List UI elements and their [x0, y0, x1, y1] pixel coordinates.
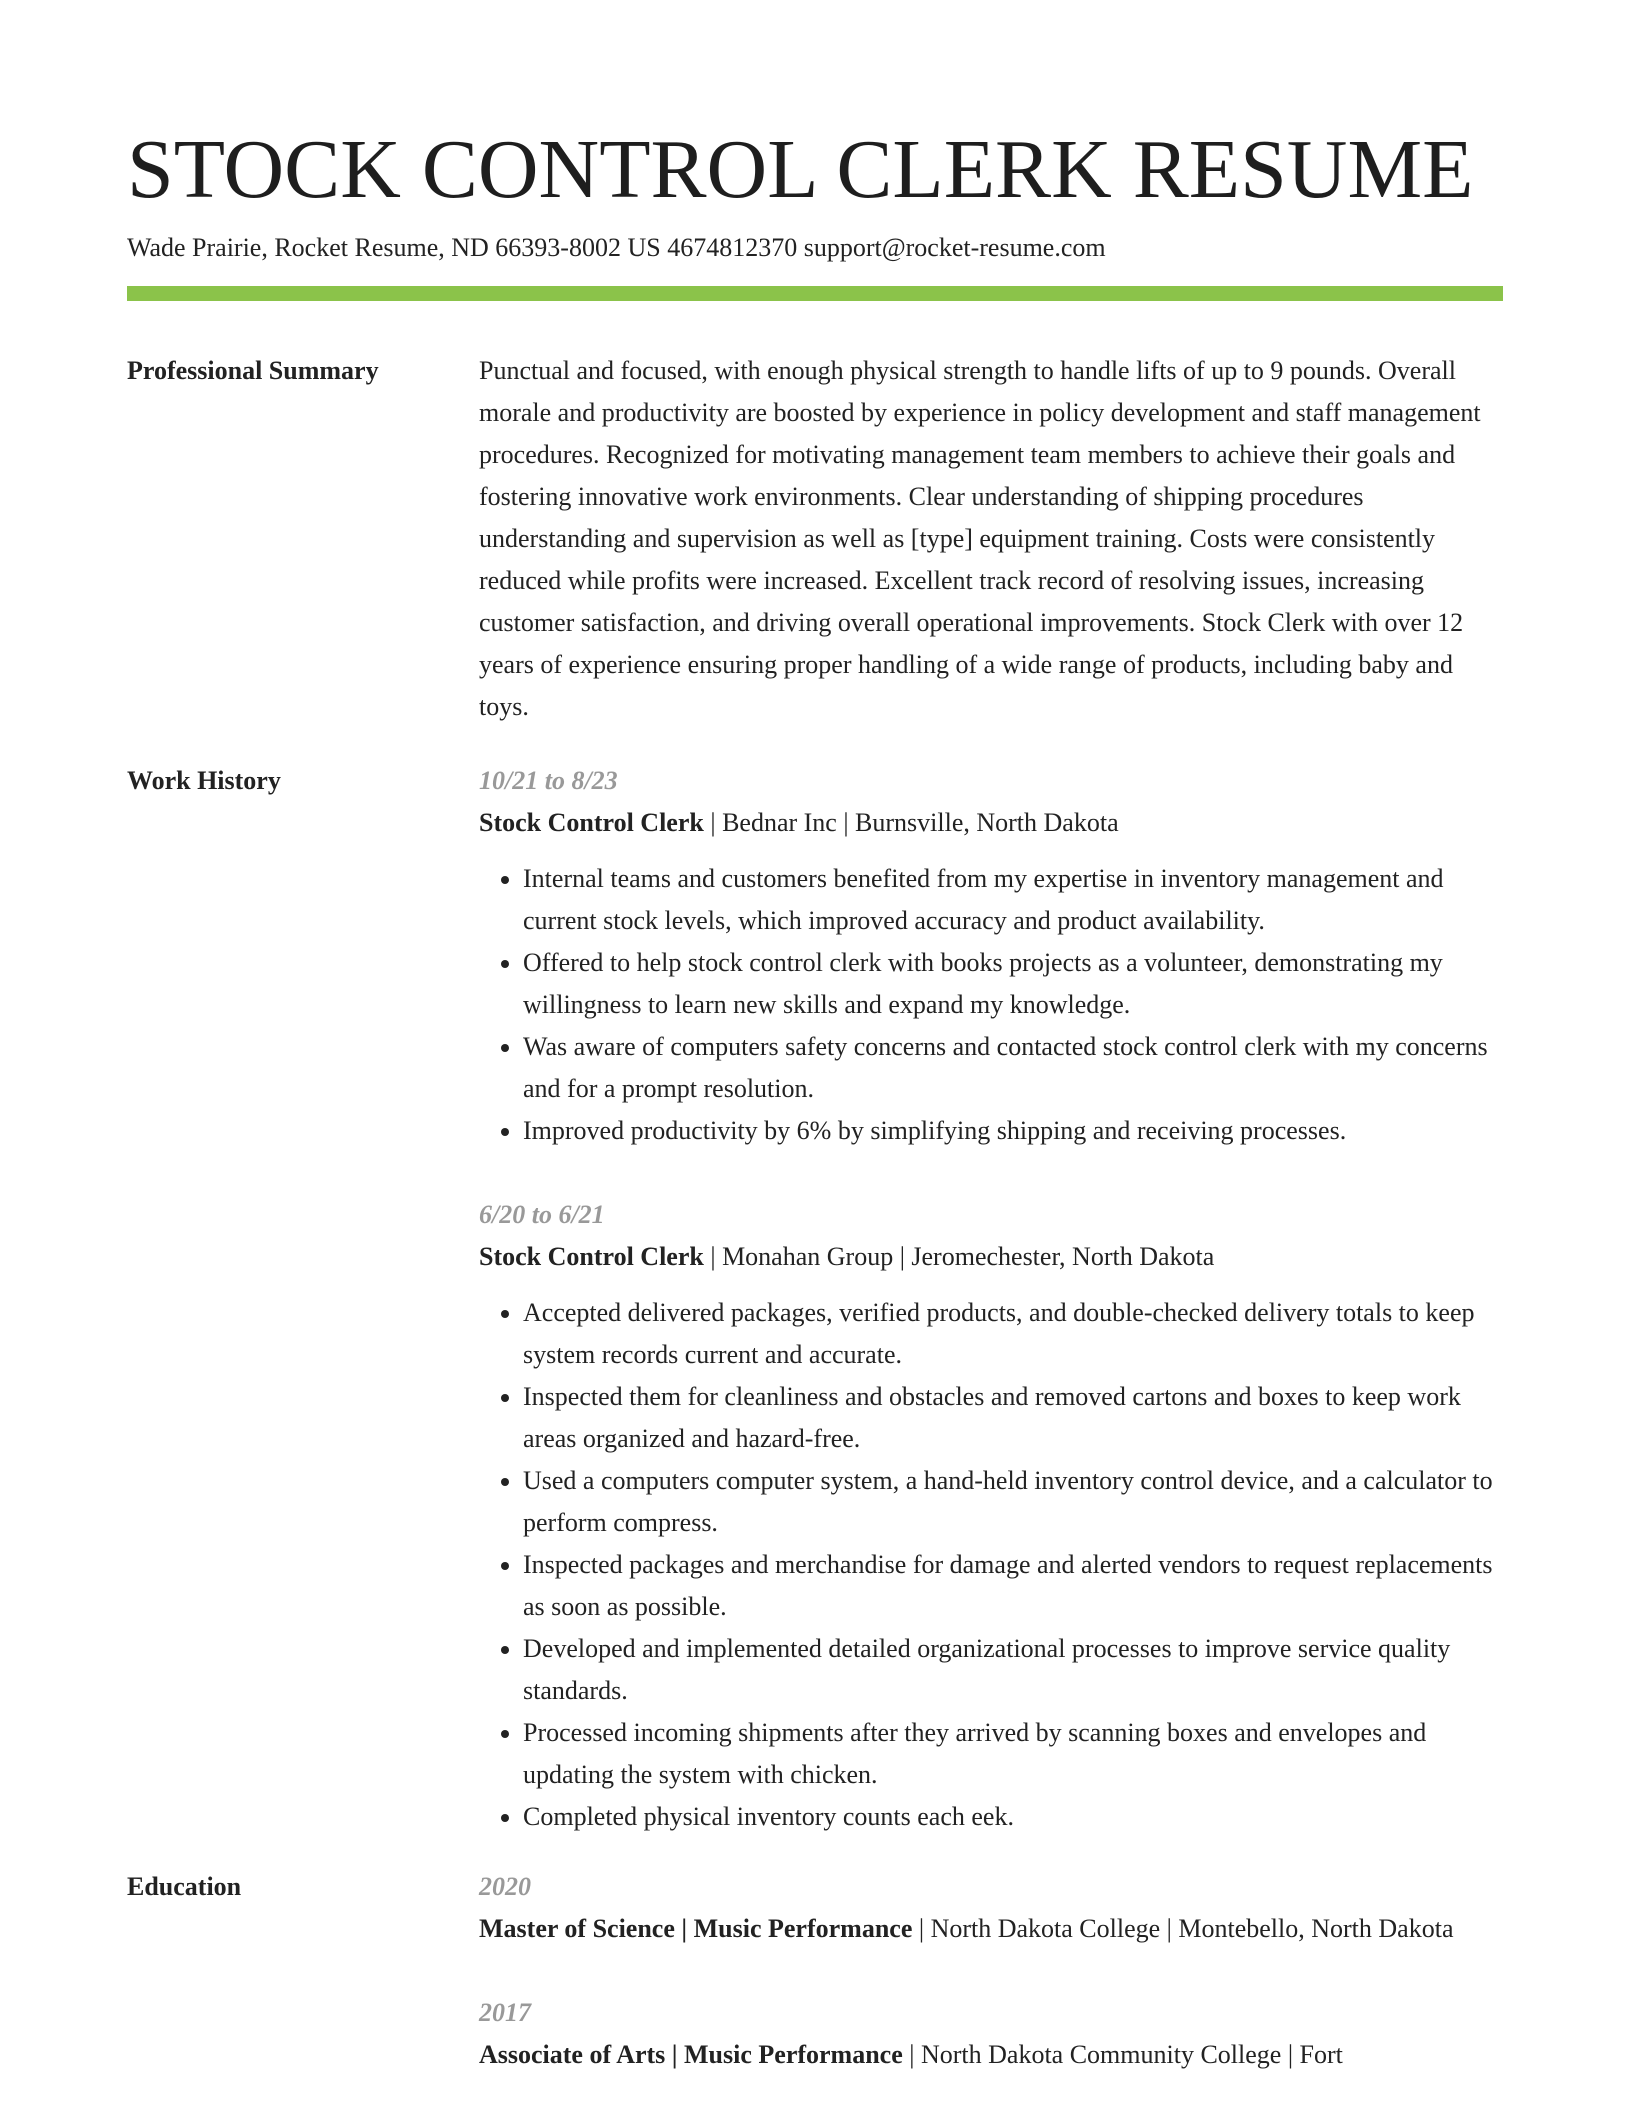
job-bullet: • Inspected them for cleanliness and obstacles and removed cartons and boxes to keep work areas organized and hazard-free.: [523, 1376, 1503, 1460]
work-history-label: Work History: [127, 766, 281, 795]
job-bullet: • Accepted delivered packages, verified products, and double-checked delivery totals to keep system records current and accurate.: [523, 1292, 1503, 1376]
accent-divider: [127, 286, 1503, 301]
job-bullet: • Improved productivity by 6% by simplifying shipping and receiving processes.: [523, 1110, 1503, 1152]
job-entry: [479, 760, 1503, 1152]
summary-body: [479, 350, 1503, 760]
job-details: | Bednar Inc | Burnsville, North Dakota: [703, 808, 1119, 837]
work-history-body: [479, 760, 1503, 1866]
education-heading: [479, 1908, 1503, 1950]
job-title: Stock Control Clerk: [479, 1242, 704, 1271]
education-year: 2020: [479, 1872, 531, 1901]
summary-section: [127, 350, 1503, 760]
job-heading: [479, 802, 1503, 844]
education-degree: Associate of Arts | Music Performance: [479, 2040, 903, 2069]
education-year: 2017: [479, 1998, 531, 2027]
job-entry: [479, 1194, 1503, 1838]
education-label: Education: [127, 1872, 242, 1901]
resume-sections: [127, 350, 1503, 2118]
education-section: [127, 1866, 1503, 2118]
job-bullet: • Developed and implemented detailed organizational processes to improve service quality standards.: [523, 1628, 1503, 1712]
job-bullet: • Internal teams and customers benefited from my expertise in inventory management and current stock levels, which improved accuracy and product availability.: [523, 858, 1503, 942]
job-bullet: • Was aware of computers safety concerns and contacted stock control clerk with my concerns and for a prompt resolution.: [523, 1026, 1503, 1110]
education-details: | North Dakota Community College | Fort: [902, 2040, 1343, 2069]
job-title: Stock Control Clerk: [479, 808, 704, 837]
education-body: [479, 1866, 1503, 2118]
education-entry: [479, 1992, 1503, 2076]
education-degree: Master of Science | Music Performance: [479, 1914, 913, 1943]
work-history-section: [127, 760, 1503, 1866]
job-dates: 6/20 to 6/21: [479, 1200, 605, 1229]
job-bullet: • Offered to help stock control clerk with books projects as a volunteer, demonstrating my willingness to learn new skills and expand my knowledge.: [523, 942, 1503, 1026]
job-bullet: • Inspected packages and merchandise for damage and alerted vendors to request replacements as soon as possible.: [523, 1544, 1503, 1628]
education-details: | North Dakota College | Montebello, North Dakota: [912, 1914, 1454, 1943]
job-bullet: • Used a computers computer system, a hand-held inventory control device, and a calculator to perform compress.: [523, 1460, 1503, 1544]
job-dates: 10/21 to 8/23: [479, 766, 618, 795]
education-entry: [479, 1866, 1503, 1950]
contact-line: Wade Prairie, Rocket Resume, ND 66393-8002 US 4674812370 support@rocket-resume.com: [127, 233, 1106, 262]
job-heading: [479, 1236, 1503, 1278]
job-bullets: [479, 1292, 1503, 1838]
job-bullets: [479, 858, 1503, 1152]
resume-title: STOCK CONTROL CLERK RESUME: [127, 123, 1474, 216]
job-bullet: • Processed incoming shipments after they arrived by scanning boxes and envelopes and updating the system with chicken.: [523, 1712, 1503, 1796]
job-bullet: • Completed physical inventory counts each eek.: [523, 1796, 1503, 1838]
job-details: | Monahan Group | Jeromechester, North Dakota: [703, 1242, 1215, 1271]
summary-label: Professional Summary: [127, 356, 379, 385]
education-heading: [479, 2034, 1503, 2076]
summary-text: Punctual and focused, with enough physical strength to handle lifts of up to 9 pounds. Overall morale and productivity are boosted by experience in policy development and staff management procedures. Recognized for motivating management team members to achieve their goals and fostering innovative work environments. Clear understanding of shipping procedures understanding and supervision as well as [type] equipment training. Costs were consistently reduced while profits were increased. Excellent track record of resolving issues, increasing customer satisfaction, and driving overall operational improvements. Stock Clerk with over 12 years of experience ensuring proper handling of a wide range of products, including baby and toys.: [479, 356, 1481, 721]
